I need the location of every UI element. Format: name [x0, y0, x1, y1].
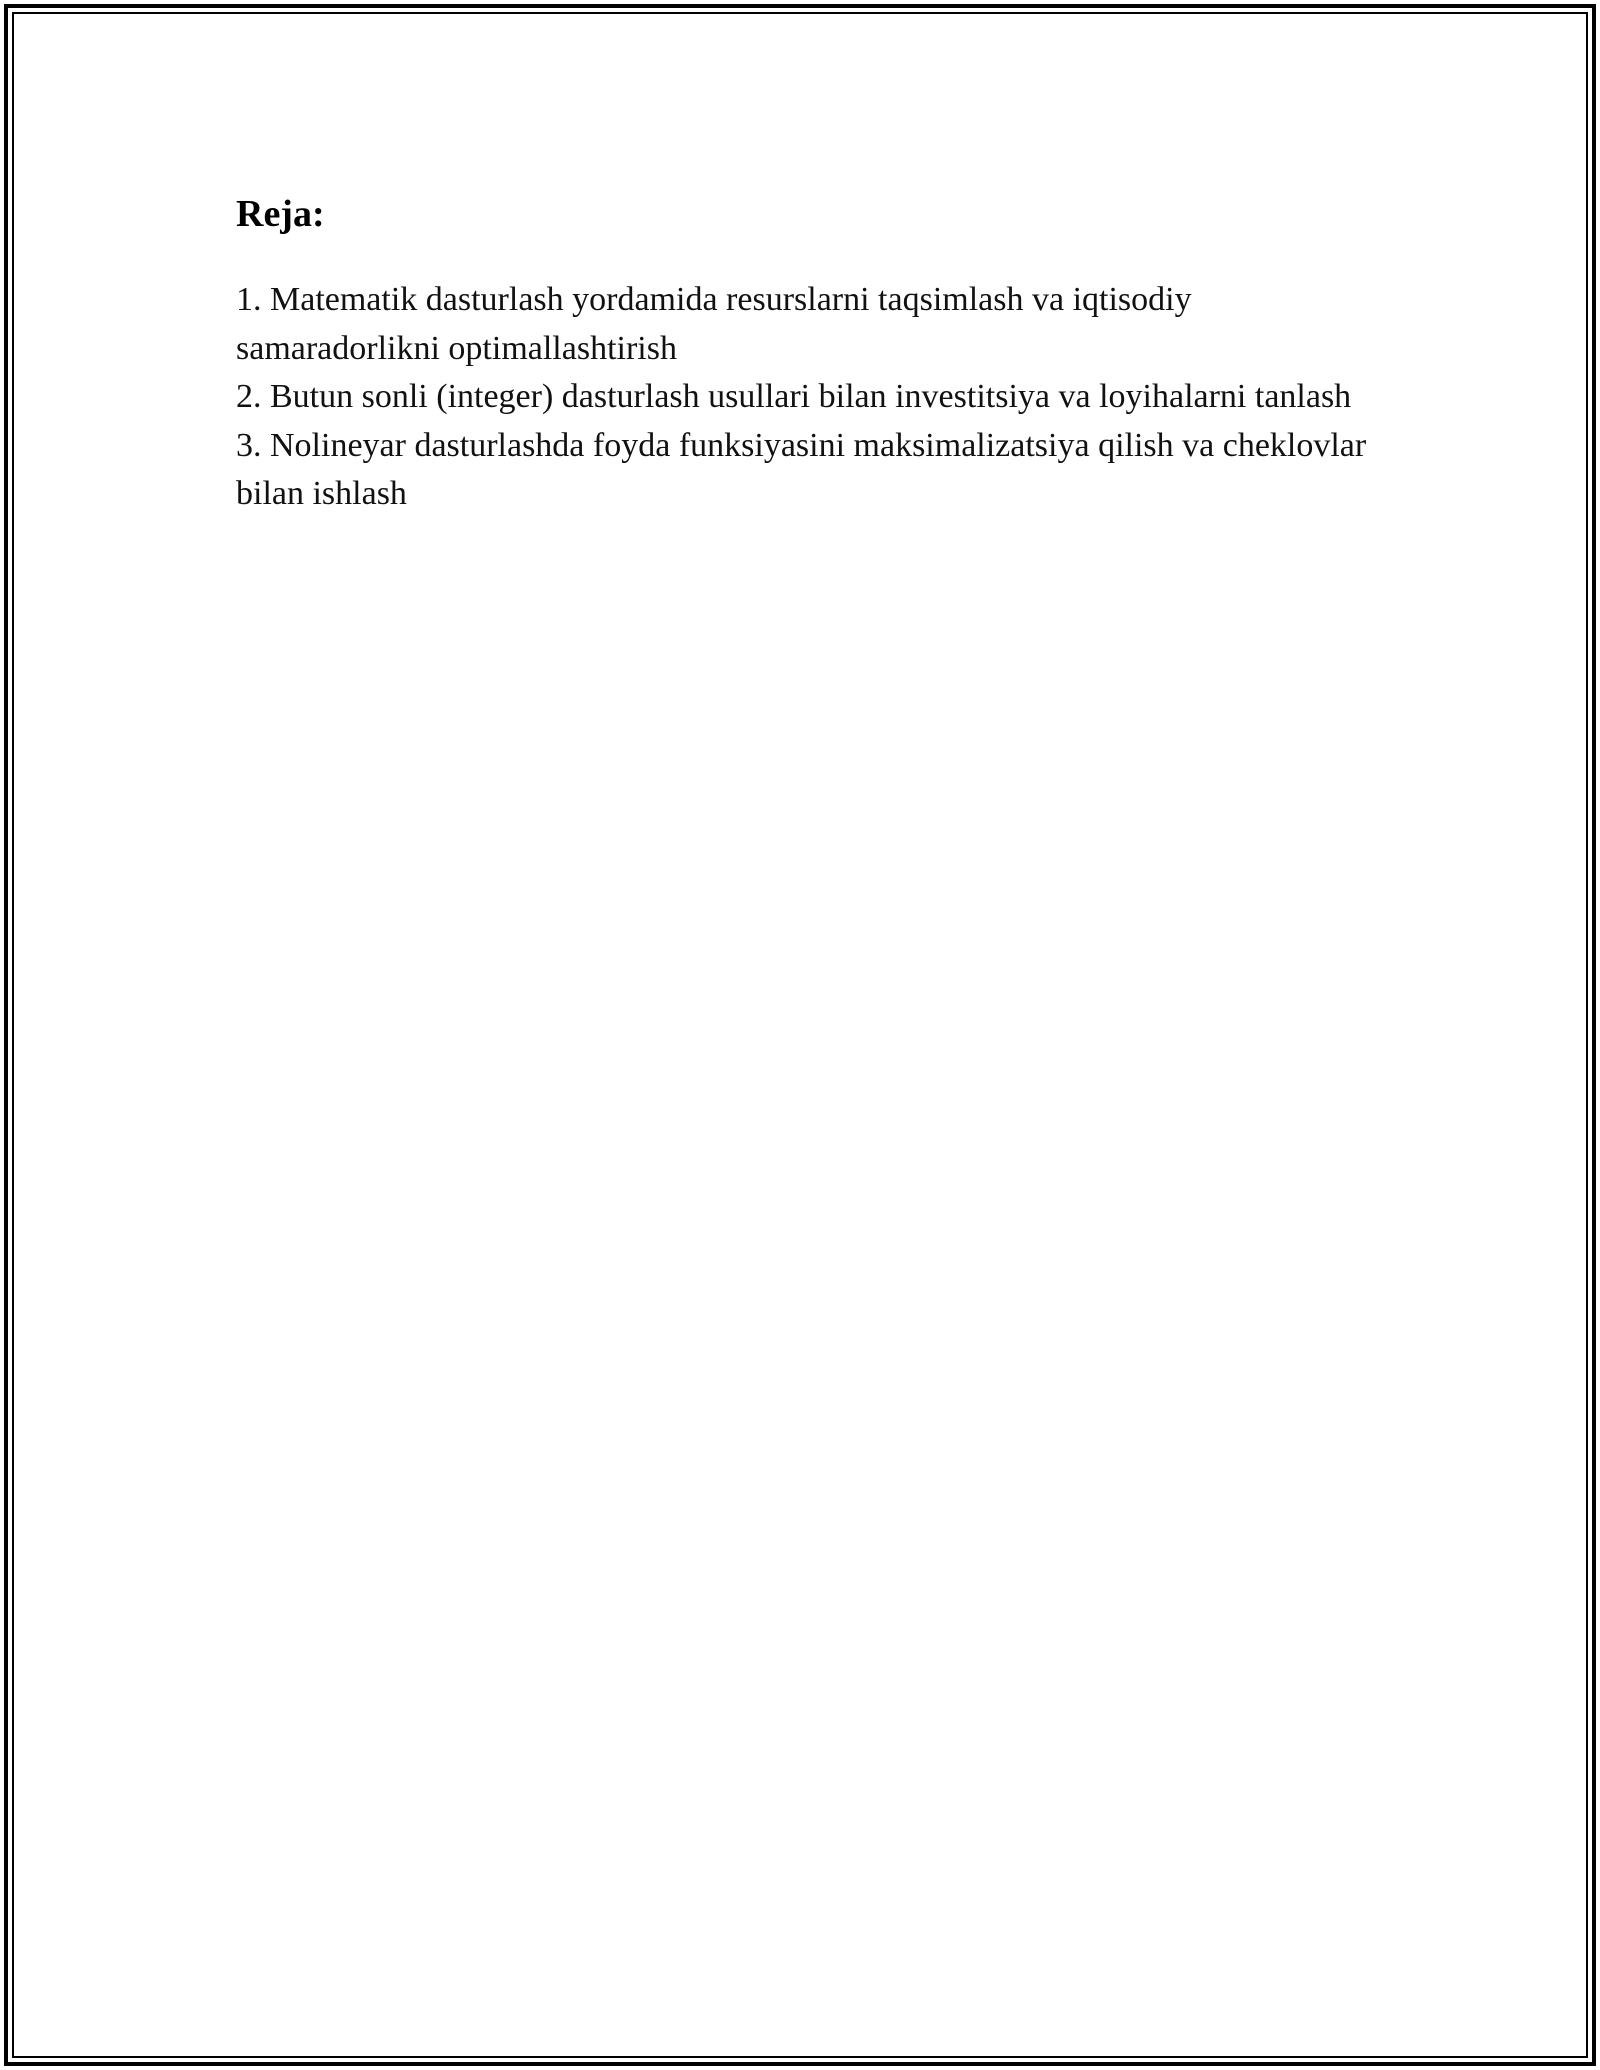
- plan-item-3: 3. Nolineyar dasturlashda foyda funksiyasini maksimalizatsiya qilish va cheklovlar bilan ishlash: [236, 426, 1367, 512]
- plan-item-2: 2. Butun sonli (integer) dasturlash usullari bilan investitsiya va loyihalarni tanlash: [236, 378, 1352, 415]
- plan-list: [236, 276, 1376, 519]
- plan-heading: Reja:: [236, 193, 325, 235]
- page-content: [236, 186, 1376, 519]
- plan-item-1: 1. Matematik dasturlash yordamida resurslarni taqsimlash va iqtisodiy samaradorlikni optimallashtirish: [236, 281, 1192, 367]
